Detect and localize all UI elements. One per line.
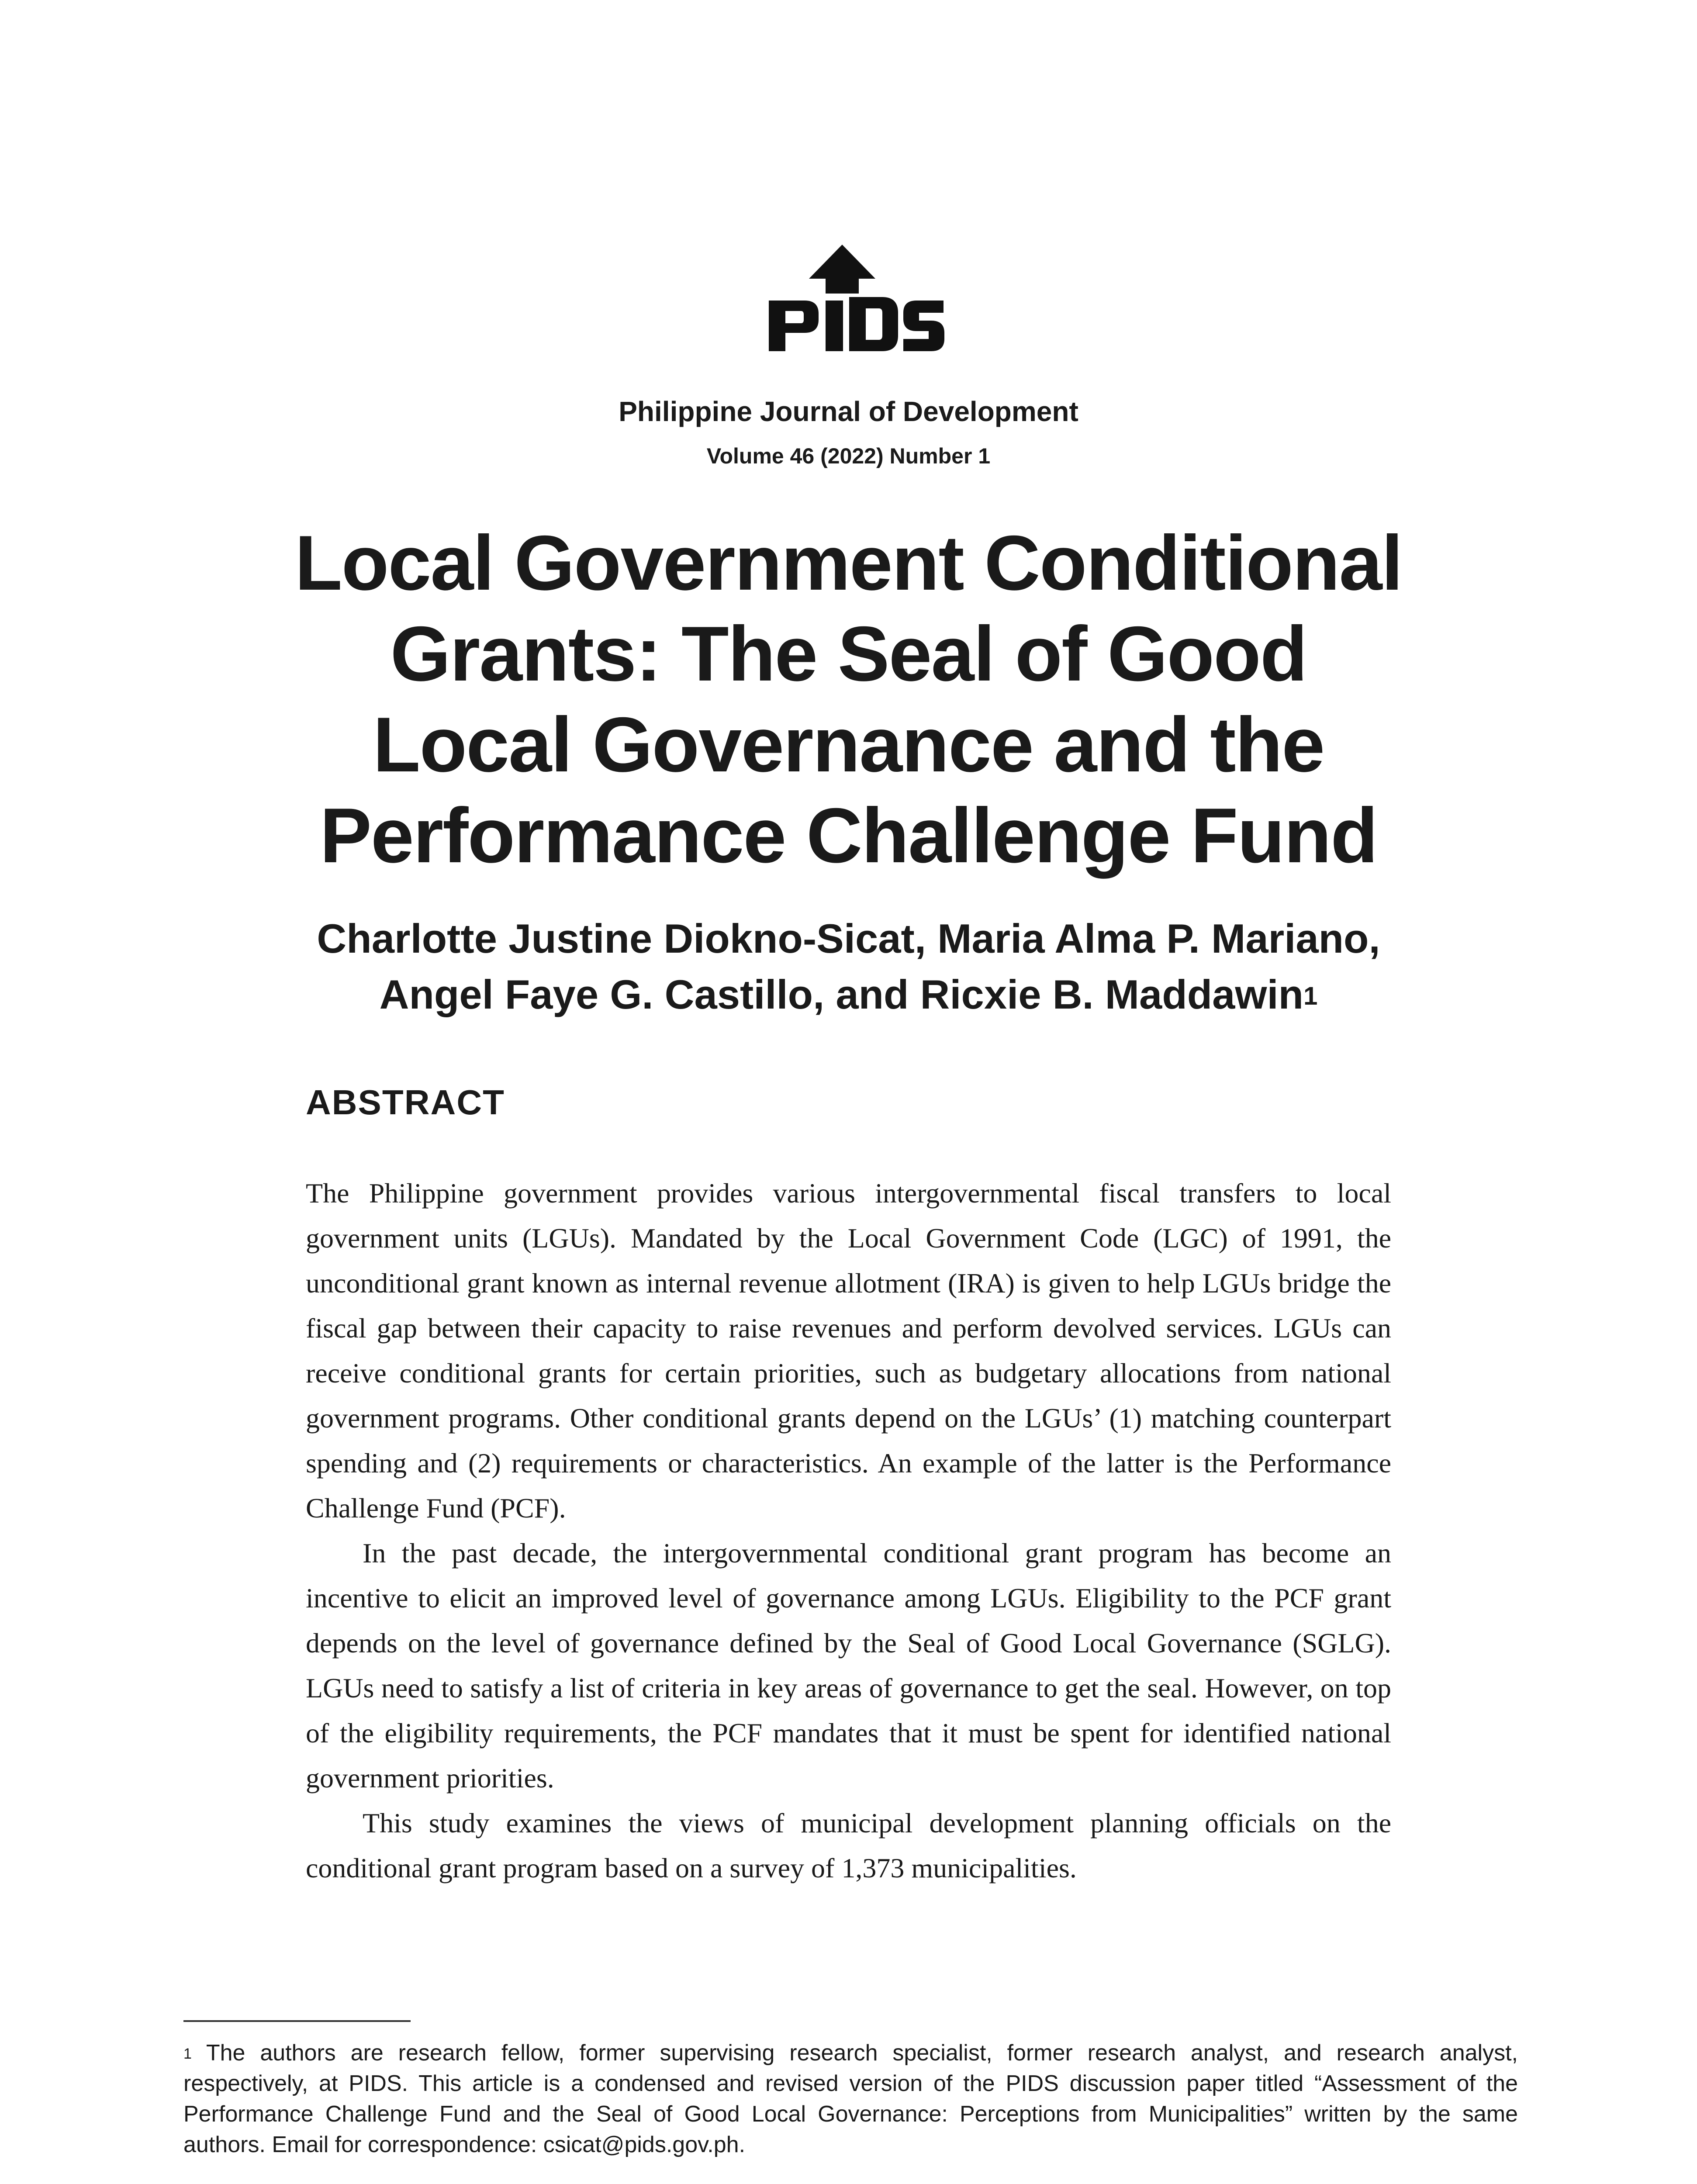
footnote-text: The authors are research fellow, former supervising research specialist, former research analyst, and research analyst, respectively, at PIDS. This article is a condensed and revised version of the PIDS discussion paper titled “Assessment of the Performance Challenge Fund and the Seal of Good Local Governance: Perceptions from Municipalities” written by the same authors. Email for correspondence: csicat@pids.gov.ph. xyxy=(183,2040,1518,2157)
logo-letter-i xyxy=(826,301,843,351)
abstract-paragraph: The Philippine government provides various intergovernmental fiscal transfers to local government units (LGUs). Mandated by the Local Government Code (LGC) of 1991, the unconditional grant known as internal revenue allotment (IRA) is given to help LGUs bridge the fiscal gap between their capacity to raise revenues and perform devolved services. LGUs can receive conditional grants for certain priorities, such as budgetary allocations from national government programs. Other conditional grants depend on the LGUs’ (1) matching counterpart spending and (2) requirements or characteristics. An example of the latter is the Performance Challenge Fund (PCF). xyxy=(306,1178,1391,1524)
author-line-2 xyxy=(218,967,1479,1023)
journal-issue: Volume 46 (2022) Number 1 xyxy=(706,444,991,468)
abstract-body xyxy=(306,1171,1391,1890)
logo-letter-p xyxy=(769,301,819,351)
footnote-mark: 1 xyxy=(183,2046,192,2062)
title-line: Grants: The Seal of Good xyxy=(390,610,1307,697)
author-line: Charlotte Justine Diokno-Sicat, Maria Alma P. Mariano, xyxy=(317,916,1380,961)
abstract-paragraph: In the past decade, the intergovernmental conditional grant program has become an incentive to elicit an improved level of governance among LGUs. Eligibility to the PCF grant depends on the level of governance defined by the Seal of Good Local Governance (SGLG). LGUs need to satisfy a list of criteria in key areas of governance to get the seal. However, on top of the eligibility requirements, the PCF mandates that it must be spent for identified national government priorities. xyxy=(306,1538,1391,1794)
abstract-heading: ABSTRACT xyxy=(306,1083,505,1122)
footnote xyxy=(183,2038,1518,2160)
author-line: Angel Faye G. Castillo, and Ricxie B. Maddawin xyxy=(379,971,1304,1017)
title-line: Performance Challenge Fund xyxy=(320,792,1377,879)
abstract-paragraph: This study examines the views of municipal development planning officials on the conditional grant program based on a survey of 1,373 municipalities. xyxy=(306,1807,1391,1883)
pids-logo xyxy=(764,245,948,358)
footnote-divider xyxy=(183,2020,411,2022)
logo-arrow-icon xyxy=(809,245,875,294)
title-line: Local Governance and the xyxy=(373,701,1324,788)
logo-letter-s xyxy=(903,301,944,351)
author-list xyxy=(218,911,1479,1023)
article-title xyxy=(262,518,1435,881)
footnote-reference[interactable]: 1 xyxy=(1303,982,1318,1010)
title-line: Local Government Conditional xyxy=(294,519,1403,606)
journal-name: Philippine Journal of Development xyxy=(619,396,1078,427)
logo-letter-d xyxy=(849,297,898,351)
